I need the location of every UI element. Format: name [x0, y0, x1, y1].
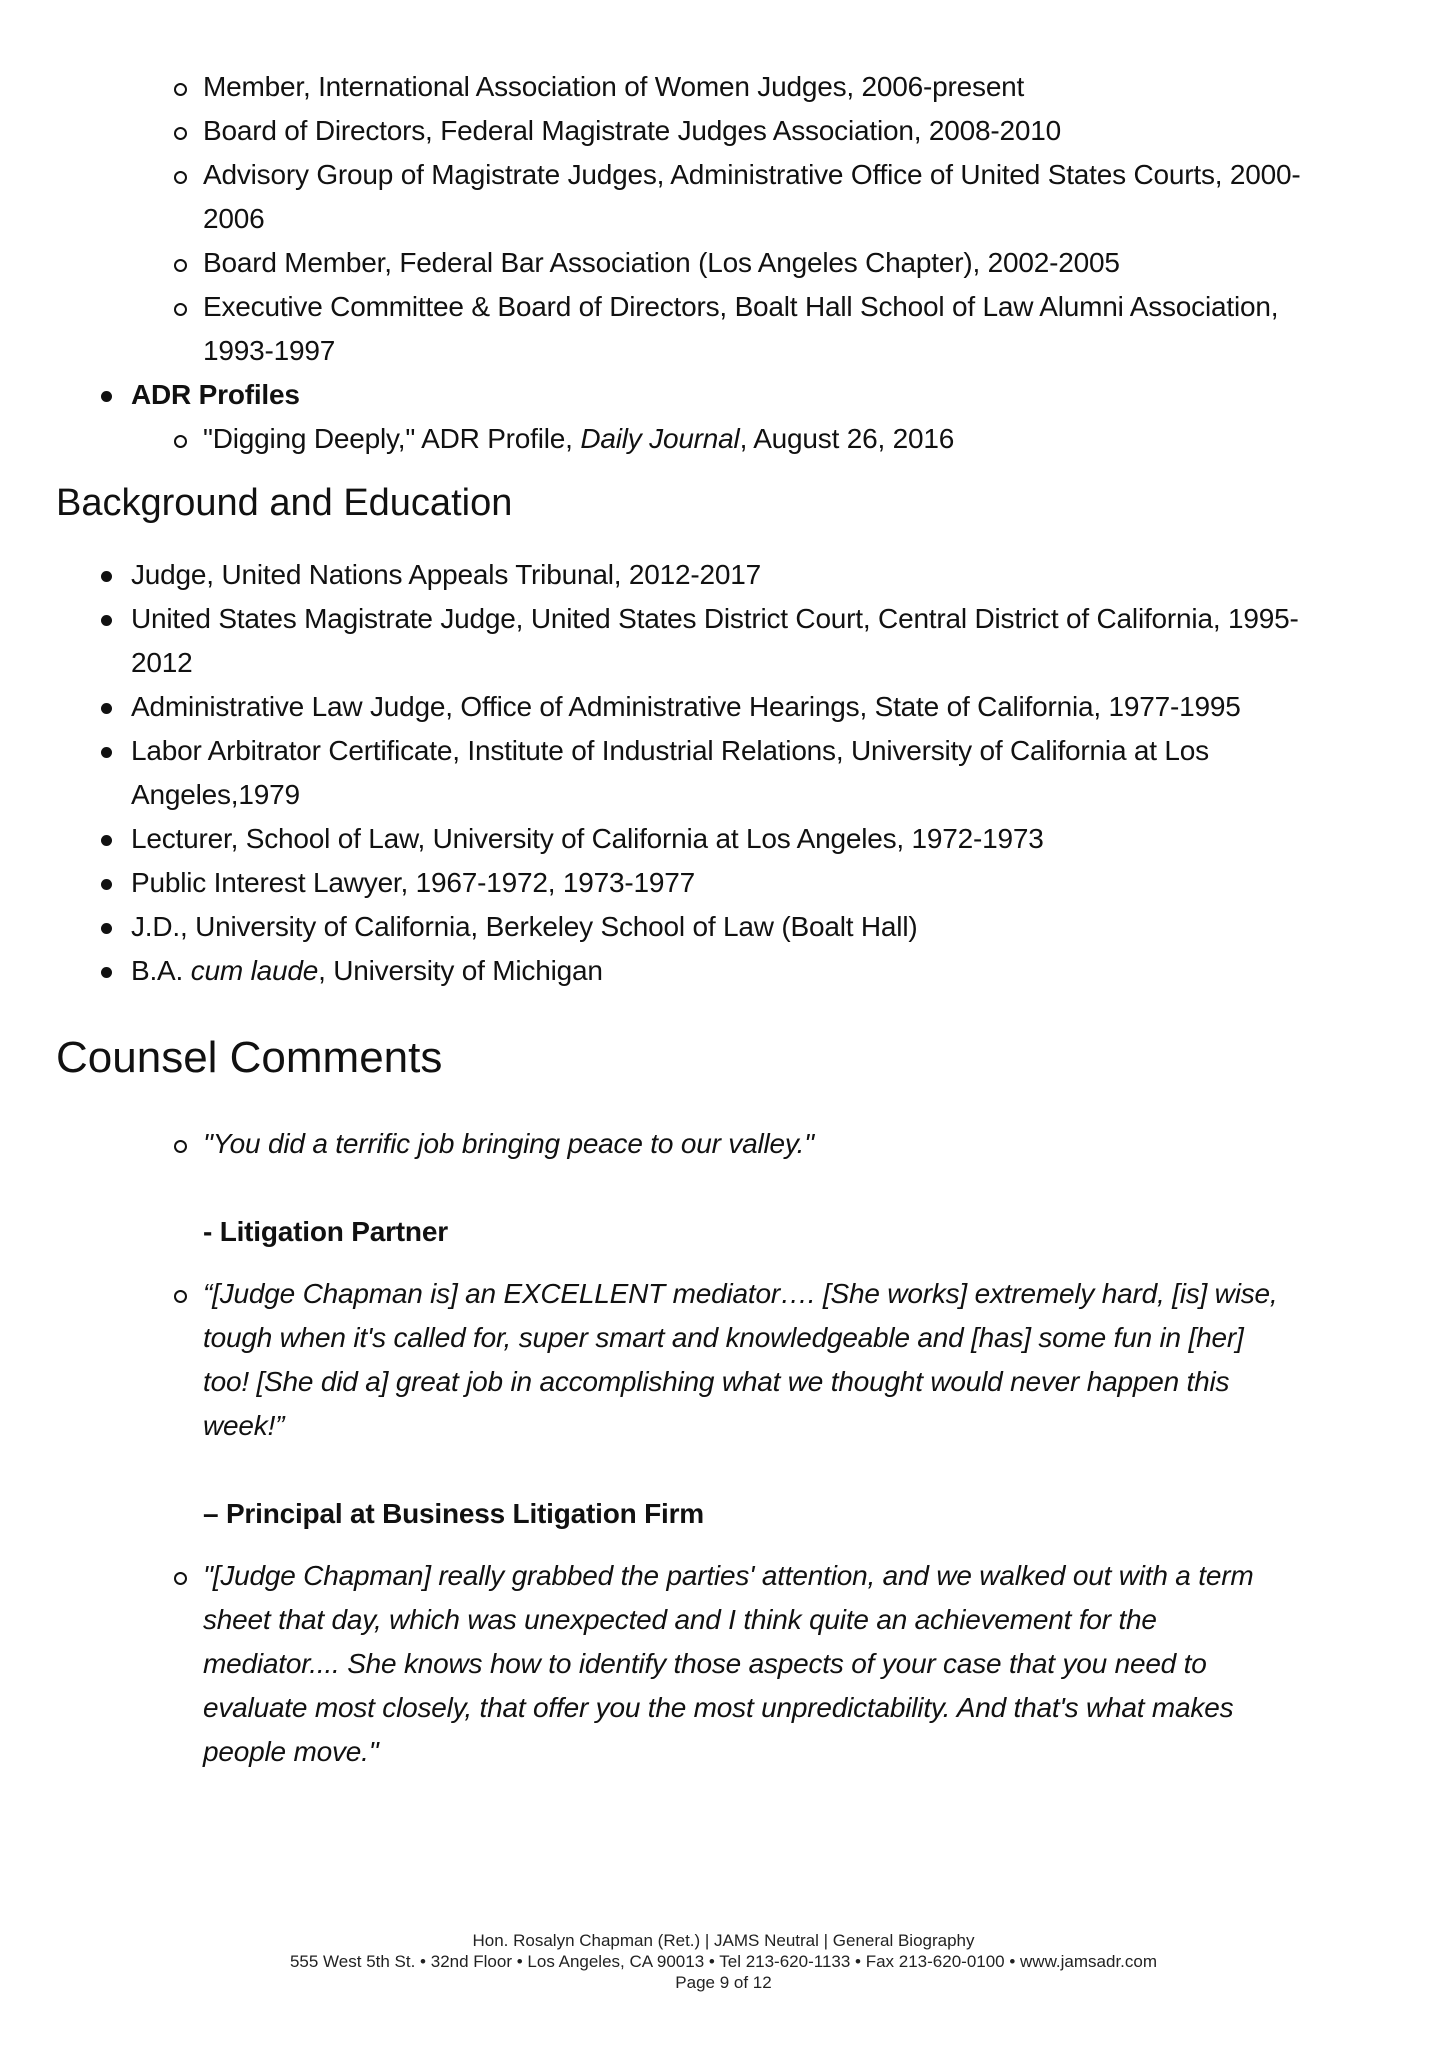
affiliation-item-continuation: 2006 — [203, 203, 265, 234]
solid-bullet-icon — [101, 835, 112, 846]
affiliation-item: Board of Directors, Federal Magistrate Judges Association, 2008-2010 — [203, 115, 1061, 146]
solid-bullet-icon — [101, 391, 112, 402]
background-item: Lecturer, School of Law, University of California at Los Angeles, 1972-1973 — [131, 823, 1044, 854]
honors-text: cum laude — [190, 955, 319, 986]
solid-bullet-icon — [101, 571, 112, 582]
adr-profiles-heading: ADR Profiles — [131, 379, 300, 410]
section-heading-background: Background and Education — [56, 482, 513, 524]
background-item: Public Interest Lawyer, 1967-1972, 1973-1977 — [131, 867, 696, 898]
adr-profile-text: "Digging Deeply," ADR Profile, — [203, 423, 581, 454]
counsel-comment-continuation: tough when it's called for, super smart and knowledgeable and [has] some fun in [her] — [203, 1322, 1244, 1353]
affiliation-item: Board Member, Federal Bar Association (Los Angeles Chapter), 2002-2005 — [203, 247, 1120, 278]
counsel-comment-continuation: evaluate most closely, that offer you the most unpredictability. And that's what makes — [203, 1692, 1234, 1723]
background-item: Administrative Law Judge, Office of Administrative Hearings, State of California, 1977-1995 — [131, 691, 1241, 722]
counsel-comment-continuation: mediator.... She knows how to identify those aspects of your case that you need to — [203, 1648, 1207, 1679]
affiliation-item-continuation: 1993-1997 — [203, 335, 336, 366]
adr-profile-item — [203, 417, 954, 461]
footer-page-number: Page 9 of 12 — [675, 1973, 772, 1992]
hollow-bullet-icon — [174, 303, 187, 316]
hollow-bullet-icon — [174, 1572, 187, 1585]
footer-contact-info: 555 West 5th St. • 32nd Floor • Los Angeles, CA 90013 • Tel 213-620-1133 • Fax 213-620-0100 • www.jamsadr.com — [289, 1952, 1158, 1971]
background-item — [131, 949, 603, 993]
hollow-bullet-icon — [174, 1140, 187, 1153]
counsel-comment: “[Judge Chapman is] an EXCELLENT mediator…. [She works] extremely hard, [is] wise, — [203, 1278, 1278, 1309]
counsel-comment-continuation: week!” — [203, 1410, 285, 1441]
section-heading-counsel-comments: Counsel Comments — [56, 1033, 443, 1082]
background-item: Labor Arbitrator Certificate, Institute of Industrial Relations, University of California at Los — [131, 735, 1209, 766]
affiliation-item: Advisory Group of Magistrate Judges, Administrative Office of United States Courts, 2000- — [203, 159, 1301, 190]
hollow-bullet-icon — [174, 83, 187, 96]
solid-bullet-icon — [101, 879, 112, 890]
background-item: United States Magistrate Judge, United States District Court, Central District of California, 1995- — [131, 603, 1299, 634]
solid-bullet-icon — [101, 747, 112, 758]
degree-text: B.A. — [131, 955, 191, 986]
affiliation-item: Member, International Association of Women Judges, 2006-present — [203, 71, 1025, 102]
counsel-comment-continuation: sheet that day, which was unexpected and I think quite an achievement for the — [203, 1604, 1157, 1635]
background-item-continuation: Angeles,1979 — [131, 779, 300, 810]
counsel-comment: "You did a terrific job bringing peace to our valley." — [203, 1128, 814, 1159]
counsel-comment: "[Judge Chapman] really grabbed the parties' attention, and we walked out with a term — [203, 1560, 1254, 1591]
background-item: J.D., University of California, Berkeley School of Law (Boalt Hall) — [131, 911, 918, 942]
hollow-bullet-icon — [174, 435, 187, 448]
hollow-bullet-icon — [174, 259, 187, 272]
background-item-continuation: 2012 — [131, 647, 193, 678]
counsel-comment-continuation: people move." — [203, 1736, 379, 1767]
footer-biography-title: Hon. Rosalyn Chapman (Ret.) | JAMS Neutral | General Biography — [472, 1931, 975, 1950]
affiliation-item: Executive Committee & Board of Directors, Boalt Hall School of Law Alumni Association, — [203, 291, 1279, 322]
counsel-comment-continuation: too! [She did a] great job in accomplishing what we thought would never happen this — [203, 1366, 1230, 1397]
hollow-bullet-icon — [174, 171, 187, 184]
comment-attribution: – Principal at Business Litigation Firm — [203, 1498, 704, 1529]
solid-bullet-icon — [101, 615, 112, 626]
institution-text: , University of Michigan — [318, 955, 603, 986]
publication-name: Daily Journal — [580, 423, 740, 454]
background-item: Judge, United Nations Appeals Tribunal, 2012-2017 — [131, 559, 761, 590]
solid-bullet-icon — [101, 967, 112, 978]
hollow-bullet-icon — [174, 1290, 187, 1303]
solid-bullet-icon — [101, 923, 112, 934]
adr-profile-date: , August 26, 2016 — [739, 423, 955, 454]
hollow-bullet-icon — [174, 127, 187, 140]
solid-bullet-icon — [101, 703, 112, 714]
comment-attribution: - Litigation Partner — [203, 1216, 448, 1247]
